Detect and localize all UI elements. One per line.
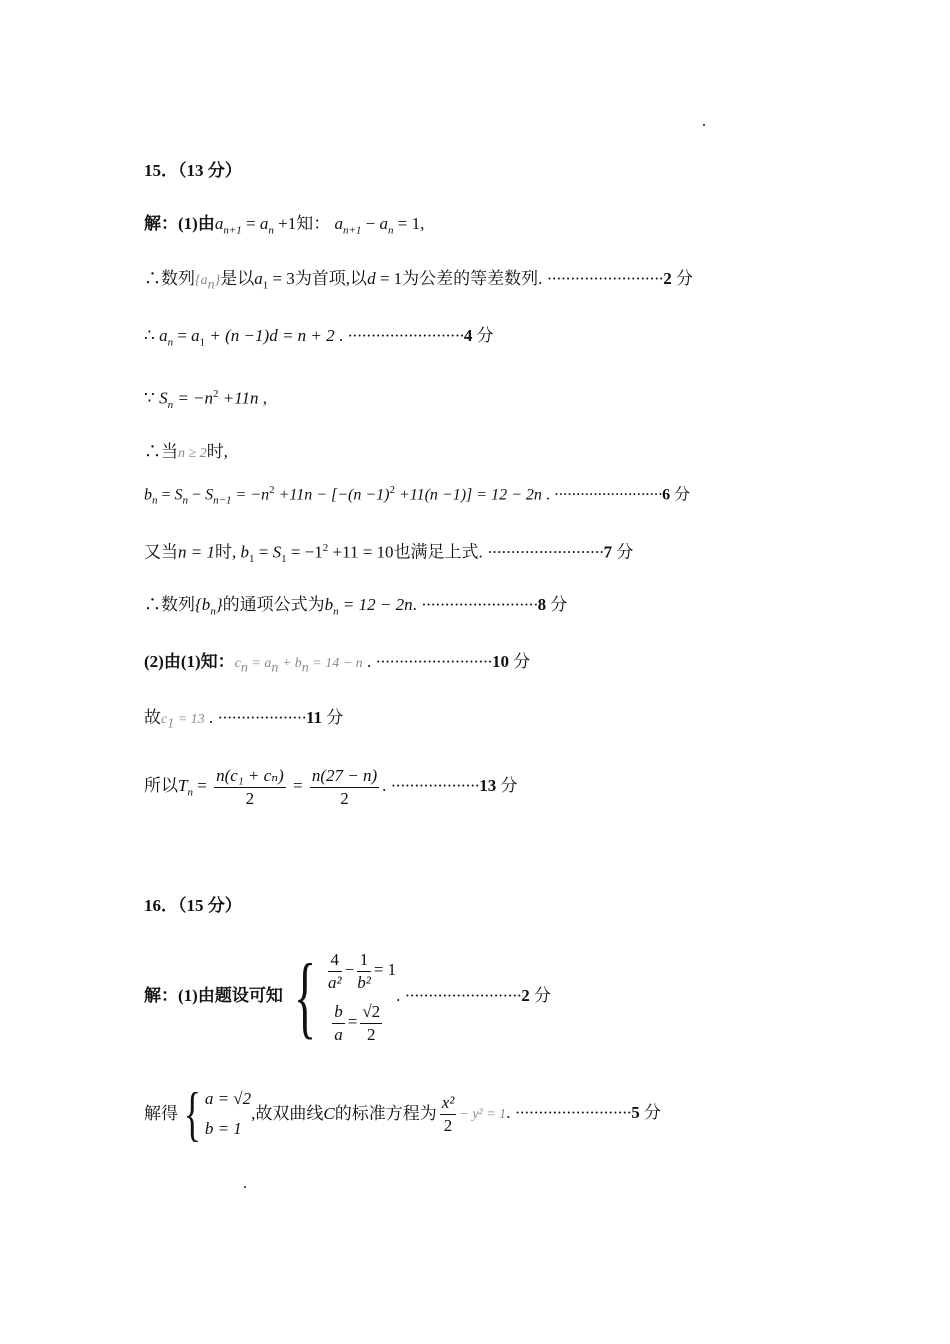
math-sub: n−1 <box>213 494 232 507</box>
fraction-denominator: a <box>334 1024 343 1044</box>
text: . <box>362 652 376 671</box>
math: = 1 <box>375 269 403 288</box>
math: = <box>241 214 260 233</box>
math: a <box>259 214 269 233</box>
math: = <box>157 486 175 504</box>
math: b <box>144 486 152 504</box>
math-sub: 1 <box>199 336 206 349</box>
fraction-numerator: 4 <box>328 949 342 972</box>
text: 也满足上式. <box>393 542 488 562</box>
math-sub: n <box>333 605 339 618</box>
equation-row <box>325 996 396 1048</box>
equation-system <box>325 944 396 1048</box>
fraction <box>310 765 379 810</box>
math: = a <box>247 656 272 671</box>
scan-dot-top <box>703 124 705 126</box>
leader-dots: ··················· <box>390 776 480 795</box>
leader-dots: ························· <box>404 986 522 1005</box>
leader-dots: ························· <box>487 542 604 562</box>
math: = <box>347 1012 358 1031</box>
math: + (n −1)d = n + 2 <box>205 326 335 345</box>
points-unit: 分 <box>674 486 691 504</box>
math: S <box>174 486 183 504</box>
text: 解：(1)由题设可知 <box>144 986 283 1005</box>
math: = −n <box>231 486 270 504</box>
math: − <box>188 486 206 504</box>
fraction-denominator: 2 <box>367 1024 376 1044</box>
fraction <box>357 949 371 994</box>
leader-dots: ························· <box>514 1103 632 1122</box>
q16-line-1 <box>144 944 551 1048</box>
fraction-denominator: 2 <box>340 788 349 808</box>
text: . <box>396 986 405 1005</box>
math: S <box>205 486 214 504</box>
points: 5 <box>631 1103 640 1122</box>
q15-line-10 <box>144 705 343 737</box>
math: d <box>367 269 376 288</box>
text: (2)由(1)知： <box>144 652 235 671</box>
math: − <box>361 214 380 233</box>
text: , <box>258 388 267 408</box>
q15-line-7 <box>144 535 633 572</box>
text: 为公差的等差数列. <box>402 269 543 288</box>
fraction-numerator: 1 <box>357 949 371 972</box>
text: 故 <box>144 708 161 727</box>
fraction-numerator: x² <box>440 1092 457 1115</box>
math-sub: n <box>152 494 158 507</box>
fraction <box>214 765 286 810</box>
points-unit: 分 <box>616 542 634 562</box>
points: 11 <box>305 708 323 727</box>
text: . <box>334 326 348 345</box>
text: 解得 <box>144 1104 178 1123</box>
text: 的通项公式为 <box>222 595 325 614</box>
math-sub: n+1 <box>342 224 362 237</box>
math: c <box>234 656 241 671</box>
math-sub: n+1 <box>223 224 242 237</box>
fraction-denominator: a² <box>328 972 342 992</box>
math-sub: 1 <box>167 716 175 732</box>
text: ∴数列 <box>144 269 195 288</box>
fraction-denominator: 2 <box>245 788 255 808</box>
math: a <box>159 326 168 345</box>
text: 解：(1)由 <box>144 214 215 233</box>
equation-row: b = 1 <box>204 1119 242 1138</box>
math: a <box>191 326 200 345</box>
text: 是以 <box>220 269 255 288</box>
math: {b <box>195 595 211 614</box>
math: T <box>178 776 188 795</box>
math: S <box>159 388 168 408</box>
math: = 12 − 2n <box>338 595 413 614</box>
fraction-denominator: 2 <box>443 1115 453 1135</box>
points-unit: 分 <box>513 652 531 671</box>
math-sub: n <box>182 494 189 507</box>
leader-dots: ························· <box>375 652 492 671</box>
math-sub: 1 <box>281 553 287 566</box>
points: 2 <box>663 269 672 288</box>
fraction-numerator: √2 <box>360 1001 382 1024</box>
text: . <box>412 595 422 614</box>
q15-line-11 <box>144 760 517 818</box>
math: S <box>272 542 282 562</box>
math: a <box>254 269 263 288</box>
points-unit: 分 <box>550 595 568 614</box>
math: b <box>324 595 334 614</box>
points: 10 <box>491 652 509 671</box>
math: − y² = 1 <box>459 1107 507 1122</box>
points-unit: 分 <box>476 326 494 345</box>
q15-line-3 <box>144 323 494 355</box>
math: a <box>379 214 388 233</box>
fraction-numerator: n(c₁ + cₙ) <box>214 765 286 788</box>
math-sup: 2 <box>322 542 329 554</box>
text: 的标准方程为 <box>334 1104 437 1123</box>
math: } <box>214 273 221 288</box>
math: +11n − [−(n −1) <box>274 486 390 504</box>
math: n ≥ 2 <box>178 446 207 461</box>
math: {a <box>195 273 208 288</box>
math: = −1 <box>286 542 323 562</box>
q16-line-2 <box>144 1081 661 1147</box>
text: 为首项,以 <box>294 269 368 288</box>
points: 8 <box>537 595 547 614</box>
fraction <box>440 1092 457 1137</box>
points: 2 <box>521 986 530 1005</box>
fraction-numerator: b <box>332 1001 345 1024</box>
text: 又当 <box>144 542 178 562</box>
math-sub: 1 <box>248 553 255 566</box>
text: . <box>541 486 554 504</box>
math: = −n <box>173 388 214 408</box>
math-sup: 2 <box>389 484 395 496</box>
math: +11(n −1)] = 12 − 2n <box>394 486 542 504</box>
q15-line-9 <box>144 649 530 681</box>
points: 13 <box>479 776 497 795</box>
math: = 14 − n <box>308 656 363 671</box>
q15-line-6 <box>144 477 690 514</box>
equation-row: a = √2 <box>204 1089 252 1108</box>
math: } <box>215 595 223 614</box>
math: C <box>323 1104 335 1123</box>
q15-line-8 <box>144 592 567 624</box>
text: 知： <box>296 214 331 233</box>
text: . <box>506 1103 515 1122</box>
text: ∴当 <box>144 442 178 461</box>
math-sub: n <box>268 224 274 237</box>
math: b <box>240 542 249 562</box>
fraction <box>360 1001 382 1046</box>
math: +11n <box>218 388 259 408</box>
points: 4 <box>463 326 473 345</box>
fraction-denominator: b² <box>357 972 371 992</box>
text: ∵ <box>144 388 160 408</box>
leader-dots: ··················· <box>217 708 306 727</box>
math: a <box>334 214 343 233</box>
text: ,故双曲线 <box>251 1104 324 1123</box>
points: 6 <box>662 486 671 504</box>
fraction <box>328 949 342 994</box>
math: = 1, <box>393 214 425 233</box>
text: . <box>382 776 391 795</box>
points-unit: 分 <box>643 1103 661 1122</box>
math-sub: n <box>187 786 193 799</box>
left-brace: { <box>183 1081 202 1147</box>
math-sub: n <box>387 224 394 237</box>
math: = <box>173 326 192 345</box>
math-sub: n <box>167 399 174 412</box>
text: . <box>204 708 218 727</box>
math-sub: n <box>301 660 309 676</box>
math-sup: 2 <box>213 388 219 400</box>
fraction-numerator: n(27 − n) <box>310 765 379 788</box>
math-sub: n <box>271 660 279 676</box>
points-unit: 分 <box>500 776 518 795</box>
points-unit: 分 <box>675 269 693 288</box>
text: 时, <box>214 542 241 562</box>
math: +11 = 10 <box>328 542 394 562</box>
q15-line-5 <box>144 439 228 467</box>
math-sub: n <box>207 277 215 293</box>
points-unit: 分 <box>533 986 551 1005</box>
q15-line-4 <box>144 381 267 418</box>
math: + b <box>278 656 302 671</box>
text: ∴ <box>144 326 160 345</box>
math-sub: n <box>210 605 216 618</box>
math: +1 <box>273 214 297 233</box>
math: = <box>192 776 212 795</box>
math: = 1 <box>373 960 397 979</box>
math: = 3 <box>268 269 295 288</box>
equation-row <box>325 944 396 996</box>
math: = <box>254 542 273 562</box>
text: 时, <box>206 442 228 461</box>
leader-dots: ························· <box>553 486 663 504</box>
math: = 13 <box>174 712 205 727</box>
text: 所以 <box>144 776 178 795</box>
points: 7 <box>603 542 613 562</box>
leader-dots: ························· <box>347 326 464 345</box>
math: c <box>161 712 168 727</box>
q15-line-2 <box>144 266 693 298</box>
math: = <box>288 776 307 795</box>
math-sub: 1 <box>262 279 269 292</box>
math-sup: 2 <box>269 484 275 496</box>
q15-line-1 <box>144 211 424 243</box>
scan-dot-bottom <box>244 1186 246 1188</box>
math-sub: n <box>240 660 248 676</box>
leader-dots: ························· <box>546 269 664 288</box>
text: ∴数列 <box>144 595 195 614</box>
math: a <box>214 214 224 233</box>
left-brace: { <box>293 945 316 1047</box>
equation-system <box>205 1084 251 1144</box>
math-sub: n <box>167 336 174 349</box>
math: − <box>344 960 355 979</box>
points-unit: 分 <box>326 708 344 727</box>
q15-header: 15．（13 分） <box>144 161 242 180</box>
math: n = 1 <box>178 542 215 562</box>
leader-dots: ························· <box>421 595 538 614</box>
q16-header: 16．（15 分） <box>144 896 242 915</box>
fraction <box>332 1001 345 1046</box>
